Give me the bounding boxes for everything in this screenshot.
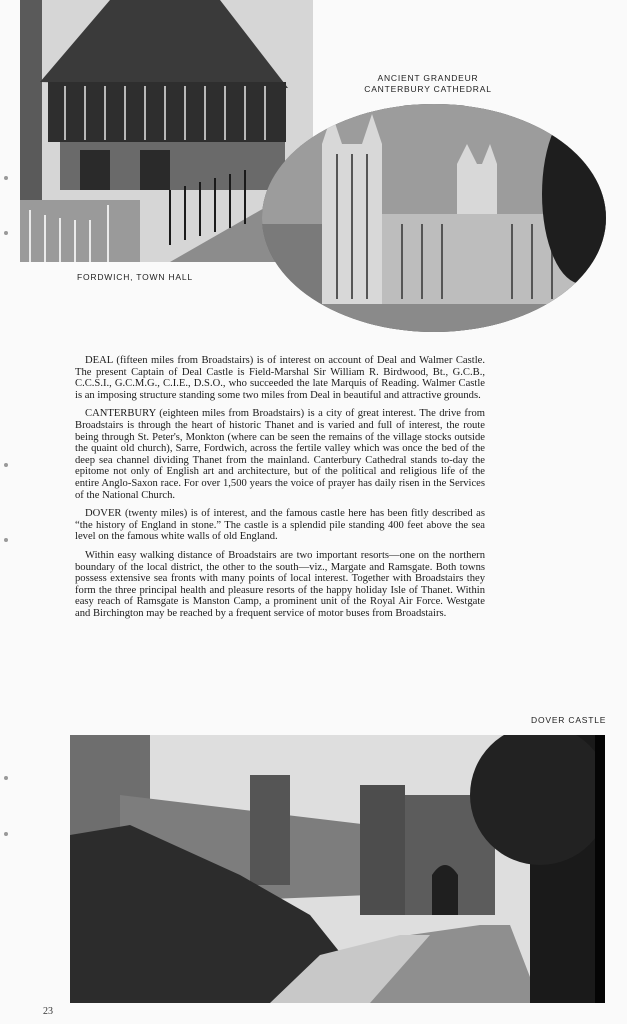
fordwich-caption: FORDWICH, TOWN HALL: [77, 272, 193, 282]
paragraph-resorts: Within easy walking distance of Broadstairs are two important resorts—one on the northern boundary of the local district, the other to the south—viz., Margate and Ramsgate. Both towns possess extensive sea fronts with many points of local interest. Together with Broadstairs they form the three principal health and pleasure resorts of the happy holiday Isle of Thanet. Within easy reach of Ramsgate is Manston Camp, a prominent unit of the Royal Air Force. Westgate and Birchington may be reached by a frequent service of motor buses from Broadstairs.: [75, 549, 485, 619]
canterbury-caption-line1: ANCIENT GRANDEUR: [377, 73, 479, 83]
canterbury-cathedral-photo: [262, 104, 606, 332]
page-number: 23: [43, 1006, 53, 1017]
dover-castle-caption: DOVER CASTLE: [531, 715, 607, 725]
dover-castle-photo: [70, 735, 605, 1003]
margin-mark: [4, 463, 8, 467]
paragraph-canterbury: CANTERBURY (eighteen miles from Broadstairs) is a city of great interest. The drive from Broadstairs is through the heart of historic Thanet and is varied and full of interest, the route being through St. Peter's, Monkton (where can be seen the remains of the village stocks outside the quaint old church), Sarre, Fordwich, across the fertile valley which was once the bed of the deep sea channel dividing Thanet from the mainland. Canterbury Cathedral stands to-day the epitome not only of English art and architecture, but of the political and religious life of the entire Anglo-Saxon race. For over 1,500 years the voice of prayer has daily risen in the Services of the National Church.: [75, 408, 485, 501]
paragraph-dover: DOVER (twenty miles) is of interest, and the famous castle here has been fitly described as “the history of England in stone.” The castle is a splendid pile standing 400 feet above the sea level on the famous white walls of old England.: [75, 508, 485, 543]
paragraph-deal: DEAL (fifteen miles from Broadstairs) is of interest on account of Deal and Walmer Castle. The present Captain of Deal Castle is Field-Marshal Sir William R. Birdwood, Bt., G.C.B., C.C.S.I., G.C.M.G., C.I.E., D.S.O., who succeeded the late Marquis of Reading. Walmer Castle is an imposing structure standing some two miles from Deal in beautiful and attractive grounds.: [75, 355, 485, 401]
margin-mark: [4, 176, 8, 180]
margin-mark: [4, 231, 8, 235]
article-body: [75, 355, 485, 626]
margin-mark: [4, 538, 8, 542]
canterbury-caption-line2: CANTERBURY CATHEDRAL: [364, 84, 492, 94]
margin-mark: [4, 832, 8, 836]
canterbury-caption: [358, 73, 498, 95]
margin-mark: [4, 776, 8, 780]
